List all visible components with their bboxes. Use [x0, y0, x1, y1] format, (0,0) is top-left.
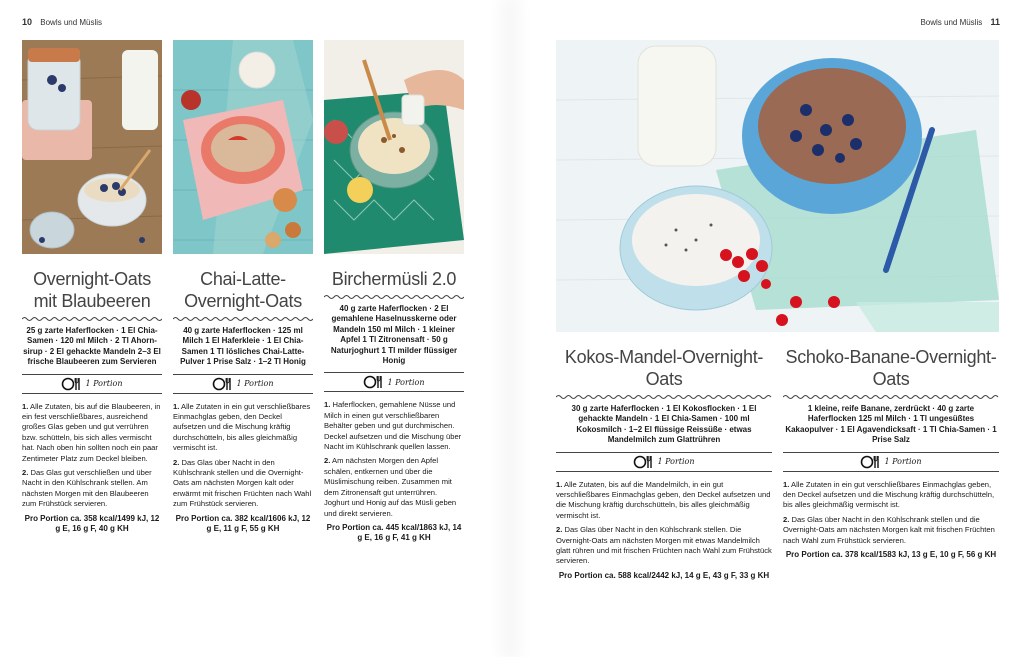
preparation-steps: [556, 480, 772, 567]
plate-cutlery-icon: [212, 377, 232, 391]
ingredient-list: 40 g zarte Haferflocken · 2 El gemahlene Haselnusskerne oder Mandeln 150 ml Milch · 1 kleiner Apfel 1 Tl Zitronensaft · 50 g Naturjoghurt 1 Tl milder flüssiger Honig: [330, 304, 458, 366]
plate-cutlery-icon: [363, 375, 383, 389]
portion-row: [783, 452, 999, 472]
step-1: [556, 480, 772, 522]
recipe-title-line-2: mit Blaubeeren: [33, 291, 151, 311]
right-section-title: Bowls und Müslis: [920, 18, 983, 27]
nutrition-info: Pro Portion ca. 358 kcal/1499 kJ, 12 g E, 16 g F, 40 g KH: [24, 513, 160, 534]
step-1: [173, 402, 313, 454]
step-text: Haferflocken, gemahlene Nüsse und Milch in einen gut verschließbaren Behälter geben und gut durchmischen. Deckel aufsetzen und die Mischung über Nacht im Kühlschrank quellen lassen.: [324, 400, 462, 452]
step-number: 1.: [22, 401, 29, 411]
nutrition-info: Pro Portion ca. 378 kcal/1583 kJ, 13 g E, 10 g F, 56 g KH: [785, 550, 997, 560]
left-page-header: [22, 17, 102, 27]
step-text: Alle Zutaten, bis auf die Blaubeeren, in ein fest verschließbares, ausreichend großes Glas geben und gut verrühren bzw. schütteln, bis sich alles vermischt hat. Nach oben hin sollten noch ein paar Zentimeter Platz zum Deckel bleiben.: [22, 401, 161, 463]
photo-chai-latte-oats: [173, 40, 313, 254]
recipe-title-line-1: Chai-Latte-Overnight-Oats: [184, 269, 302, 311]
wavy-divider: [556, 394, 772, 400]
photo-kokos-schoko-oats: [556, 40, 999, 332]
step-2: [22, 468, 162, 510]
step-text: Das Glas über Nacht in den Kühlschrank stellen. Die Overnight-Oats am nächsten Morgen mit etwas Mandelmilch glatt rühren und mit frischen Früchten nach Wahl zum Frühstück servieren.: [556, 525, 772, 566]
recipe-birchermuesli: [324, 268, 464, 544]
step-number: 2.: [783, 514, 790, 524]
preparation-steps: [173, 402, 313, 510]
recipe-title-line-1: Kokos-Mandel-Overnight-Oats: [564, 347, 764, 389]
step-text: Alle Zutaten in ein gut verschließbares Einmachglas geben, den Deckel aufsetzen und die Mischung kräftig durchschütteln, bis alles gleichmäßig vermischt ist.: [783, 479, 995, 510]
nutrition-info: Pro Portion ca. 588 kcal/2442 kJ, 14 g E, 43 g F, 33 g KH: [558, 570, 770, 580]
portion-row: [173, 374, 313, 394]
step-number: 2.: [324, 456, 331, 466]
nutrition-info: Pro Portion ca. 445 kcal/1863 kJ, 14 g E, 16 g F, 41 g KH: [326, 522, 462, 543]
recipe-title: [173, 268, 313, 312]
ingredient-list: 40 g zarte Haferflocken · 125 ml Milch 1 El Haferkleie · 1 El Chia-Samen 1 Tl lösliches Chai-Latte-Pulver 1 Prise Salz · 1–2 Tl Honig: [180, 326, 306, 367]
recipe-overnight-oats-blaubeeren: [22, 268, 162, 535]
photo-overnight-oats-blueberries: [22, 40, 162, 254]
recipe-title-line-1: Schoko-Banane-Overnight-Oats: [785, 347, 997, 389]
portion-label: 1 Portion: [884, 457, 922, 467]
step-number: 1.: [783, 479, 790, 489]
ingredient-list: 25 g zarte Haferflocken · 1 El Chia-Samen · 120 ml Milch · 2 Tl Ahorn-sirup · 2 El gehackte Mandeln 2–3 El frische Blaubeeren zum Servieren: [23, 326, 161, 367]
step-number: 2.: [173, 457, 180, 467]
step-text: Das Glas gut verschließen und über Nacht in den Kühlschrank stellen. Am nächsten Morgen mit den Blaubeeren zum Frühstück servieren.: [22, 468, 152, 509]
ingredient-list: 1 kleine, reife Banane, zerdrückt · 40 g zarte Haferflocken 125 ml Milch · 1 Tl ungesüßtes Kakaopulver · 1 El Agavendicksaft · 1 Tl Chia-Samen · 1 Prise Salz: [785, 404, 997, 445]
right-page-number: 11: [990, 17, 1000, 27]
step-text: Alle Zutaten, bis auf die Mandelmilch, in ein gut verschließbares Einmachglas geben, den Deckel aufsetzen und die Mischung kräftig durchschütteln, bis alles gleichmäßig vermischt ist.: [556, 479, 771, 520]
recipe-title-line-1: Birchermüsli 2.0: [331, 269, 457, 289]
step-number: 2.: [22, 468, 29, 478]
photo-birchermuesli: [324, 40, 464, 254]
portion-row: [22, 374, 162, 394]
portion-label: 1 Portion: [85, 379, 123, 389]
nutrition-info: Pro Portion ca. 382 kcal/1606 kJ, 12 g E, 11 g F, 55 g KH: [175, 513, 311, 534]
step-number: 1.: [324, 400, 331, 410]
left-page-number: 10: [22, 17, 33, 27]
preparation-steps: [783, 480, 999, 546]
step-1: [22, 402, 162, 464]
recipe-chai-latte-overnight-oats: [173, 268, 313, 535]
left-section-title: Bowls und Müslis: [40, 18, 103, 27]
recipe-title-line-1: Overnight-Oats: [33, 269, 151, 289]
step-text: Am nächsten Morgen den Apfel schälen, entkernen und über die Müslimischung reiben. Zusammen mit dem Zitronensaft gut unterrühren. Joghurt und Honig auf das Müsli geben und direkt servieren.: [324, 456, 457, 518]
step-number: 1.: [556, 479, 563, 489]
recipe-title: [324, 268, 464, 290]
step-number: 1.: [173, 401, 180, 411]
step-number: 2.: [556, 525, 563, 535]
recipe-title: [22, 268, 162, 312]
plate-cutlery-icon: [633, 455, 653, 469]
ingredient-list: 30 g zarte Haferflocken · 1 El Kokosflocken · 1 El gehackte Mandeln · 1 El Chia-Samen · 100 ml Kokosmilch · 1–2 El flüssige Reissüße · etwas Mandelmilch zum Glattrühren: [571, 404, 757, 445]
portion-label: 1 Portion: [657, 457, 695, 467]
step-2: [556, 525, 772, 567]
step-1: [324, 400, 464, 452]
wavy-divider: [783, 394, 999, 400]
step-1: [783, 480, 999, 511]
step-2: [783, 515, 999, 546]
step-text: Das Glas über Nacht in den Kühlschrank stellen und die Overnight-Oats am nächsten Morgen kalt oder erwärmt mit frischen Früchten nach Wahl zum Frühstück servieren.: [173, 457, 312, 509]
portion-row: [556, 452, 772, 472]
step-2: [324, 456, 464, 518]
step-2: [173, 458, 313, 510]
wavy-divider: [173, 316, 313, 322]
step-text: Das Glas über Nacht in den Kühlschrank stellen und die Overnight-Oats am nächsten Morgen kalt mit frischen Früchten nach Wahl zum Frühstück servieren.: [783, 514, 995, 545]
wavy-divider: [22, 316, 162, 322]
recipe-schoko-banane-overnight-oats: [783, 346, 999, 560]
recipe-title: [783, 346, 999, 390]
wavy-divider: [324, 294, 464, 300]
portion-label: 1 Portion: [236, 379, 274, 389]
step-text: Alle Zutaten in ein gut verschließbares Einmachglas geben, den Deckel aufsetzen und die Mischung kräftig durchschütteln, bis alles gleichmäßig vermischt ist.: [173, 401, 311, 453]
preparation-steps: [324, 400, 464, 518]
portion-row: [324, 372, 464, 392]
plate-cutlery-icon: [61, 377, 81, 391]
preparation-steps: [22, 402, 162, 510]
recipe-title: [556, 346, 772, 390]
right-page-header: [920, 17, 1000, 27]
portion-label: 1 Portion: [387, 377, 425, 387]
plate-cutlery-icon: [860, 455, 880, 469]
recipe-kokos-mandel-overnight-oats: [556, 346, 772, 581]
